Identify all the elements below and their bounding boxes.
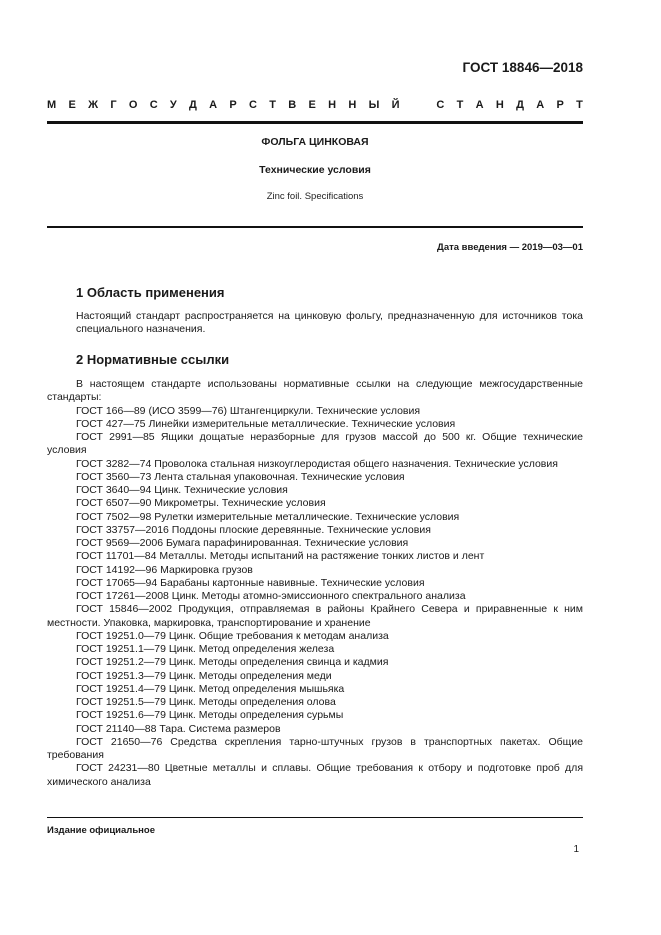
interstate-letter: Н bbox=[348, 99, 357, 111]
interstate-letter: Д bbox=[189, 99, 197, 111]
section-1-heading: 1 Область применения bbox=[76, 285, 225, 300]
document-title: ФОЛЬГА ЦИНКОВАЯ bbox=[261, 136, 369, 148]
reference-item: ГОСТ 14192—96 Маркировка грузов bbox=[76, 563, 253, 576]
interstate-letter: С bbox=[149, 99, 158, 111]
interstate-letter: Ж bbox=[88, 99, 99, 111]
section-1-body bbox=[76, 310, 583, 336]
interstate-letter: Н bbox=[328, 99, 337, 111]
interstate-standard-banner bbox=[47, 99, 583, 111]
reference-item: ГОСТ 19251.1—79 Цинк. Метод определения железа bbox=[76, 643, 335, 655]
reference-item: ГОСТ 427—75 Линейки измерительные металлические. Технические условия bbox=[76, 417, 456, 430]
reference-item: ГОСТ 7502—98 Рулетки измерительные металлические. Технические условия bbox=[76, 510, 460, 523]
section-2-heading: 2 Нормативные ссылки bbox=[76, 352, 230, 367]
reference-item: ГОСТ 11701—84 Металлы. Методы испытаний на растяжение тонких листов и лент bbox=[76, 550, 485, 563]
document-subtitle: Технические условия bbox=[259, 164, 371, 176]
reference-item: ГОСТ 19251.6—79 Цинк. Методы определения сурьмы bbox=[76, 709, 344, 722]
reference-item: ГОСТ 17261—2008 Цинк. Методы атомно-эмиссионного спектрального анализа bbox=[76, 590, 466, 602]
page-number: 1 bbox=[573, 844, 579, 855]
interstate-letter: С bbox=[249, 99, 257, 111]
interstate-letter: О bbox=[128, 99, 138, 111]
reference-item: ГОСТ 3282—74 Проволока стальная низкоуглеродистая общего назначения. Технические условия bbox=[76, 457, 558, 470]
interstate-letter: Ы bbox=[368, 99, 380, 111]
reference-item: ГОСТ 19251.2—79 Цинк. Методы определения свинца и кадмия bbox=[76, 656, 389, 669]
interstate-letter: Т bbox=[456, 99, 464, 111]
introduction-date: Дата введения — 2019—03—01 bbox=[437, 242, 583, 253]
reference-item: ГОСТ 3640—94 Цинк. Технические условия bbox=[76, 484, 288, 496]
reference-item: ГОСТ 19251.5—79 Цинк. Методы определения олова bbox=[76, 696, 336, 708]
reference-item: ГОСТ 17065—94 Барабаны картонные навивные. Технические условия bbox=[76, 576, 425, 589]
interstate-letter: Г bbox=[110, 99, 117, 111]
reference-item: ГОСТ 166—89 (ИСО 3599—76) Штангенциркули. Технические условия bbox=[76, 404, 421, 417]
interstate-letter: Р bbox=[229, 99, 237, 111]
interstate-letter: У bbox=[169, 99, 177, 111]
reference-item: ГОСТ 21650—76 Средства скрепления тарно-штучных грузов в транспортных пакетах. Общие требования bbox=[47, 735, 583, 761]
interstate-letter: А bbox=[209, 99, 218, 111]
section-2-intro: В настоящем стандарте использованы нормативные ссылки на следующие межгосударственные стандарты: bbox=[47, 378, 583, 404]
interstate-letter: Т bbox=[576, 99, 583, 111]
interstate-letter: С bbox=[436, 99, 445, 111]
interstate-letter: В bbox=[288, 99, 297, 111]
footer-rule bbox=[47, 817, 583, 818]
document-english-title: Zinc foil. Specifications bbox=[266, 191, 364, 202]
section-1-text: Настоящий стандарт распространяется на цинковую фольгу, предназначенную для источников тока специального назначения. bbox=[76, 310, 583, 335]
reference-item: ГОСТ 19251.4—79 Цинк. Метод определения мышьяка bbox=[76, 682, 345, 695]
reference-item: ГОСТ 3560—73 Лента стальная упаковочная. Технические условия bbox=[76, 470, 405, 483]
official-edition-label: Издание официальное bbox=[47, 825, 155, 836]
reference-item: ГОСТ 21140—88 Тара. Система размеров bbox=[76, 722, 281, 735]
title-rule bbox=[47, 226, 583, 228]
interstate-letter: Т bbox=[269, 99, 276, 111]
interstate-letter: Е bbox=[68, 99, 76, 111]
gost-number: ГОСТ 18846—2018 bbox=[462, 60, 583, 75]
interstate-letter: А bbox=[475, 99, 484, 111]
reference-item: ГОСТ 33757—2016 Поддоны плоские деревянные. Технические условия bbox=[76, 523, 431, 536]
top-rule bbox=[47, 121, 583, 124]
interstate-letter: Й bbox=[391, 99, 400, 111]
interstate-letter: Р bbox=[556, 99, 564, 111]
reference-item: ГОСТ 19251.3—79 Цинк. Методы определения меди bbox=[76, 669, 332, 682]
interstate-letter: Н bbox=[495, 99, 504, 111]
reference-item: ГОСТ 2991—85 Ящики дощатые неразборные для грузов массой до 500 кг. Общие технические условия bbox=[47, 431, 583, 457]
interstate-letter: М bbox=[47, 99, 57, 111]
reference-item: ГОСТ 6507—90 Микрометры. Технические условия bbox=[76, 497, 326, 510]
interstate-letter: А bbox=[536, 99, 545, 111]
normative-references bbox=[47, 378, 583, 789]
interstate-letter: Д bbox=[516, 99, 524, 111]
reference-item: ГОСТ 9569—2006 Бумага парафинированная. Технические условия bbox=[76, 537, 409, 549]
reference-item: ГОСТ 24231—80 Цветные металлы и сплавы. Общие требования к отбору и подготовке проб для химического анализа bbox=[47, 762, 583, 788]
reference-item: ГОСТ 19251.0—79 Цинк. Общие требования к методам анализа bbox=[76, 629, 389, 642]
interstate-letter: Е bbox=[308, 99, 316, 111]
reference-item: ГОСТ 15846—2002 Продукция, отправляемая в районы Крайнего Севера и приравненные к ним местности. Упаковка, маркировка, транспортирование и хранение bbox=[47, 603, 583, 629]
title-block bbox=[47, 136, 583, 202]
